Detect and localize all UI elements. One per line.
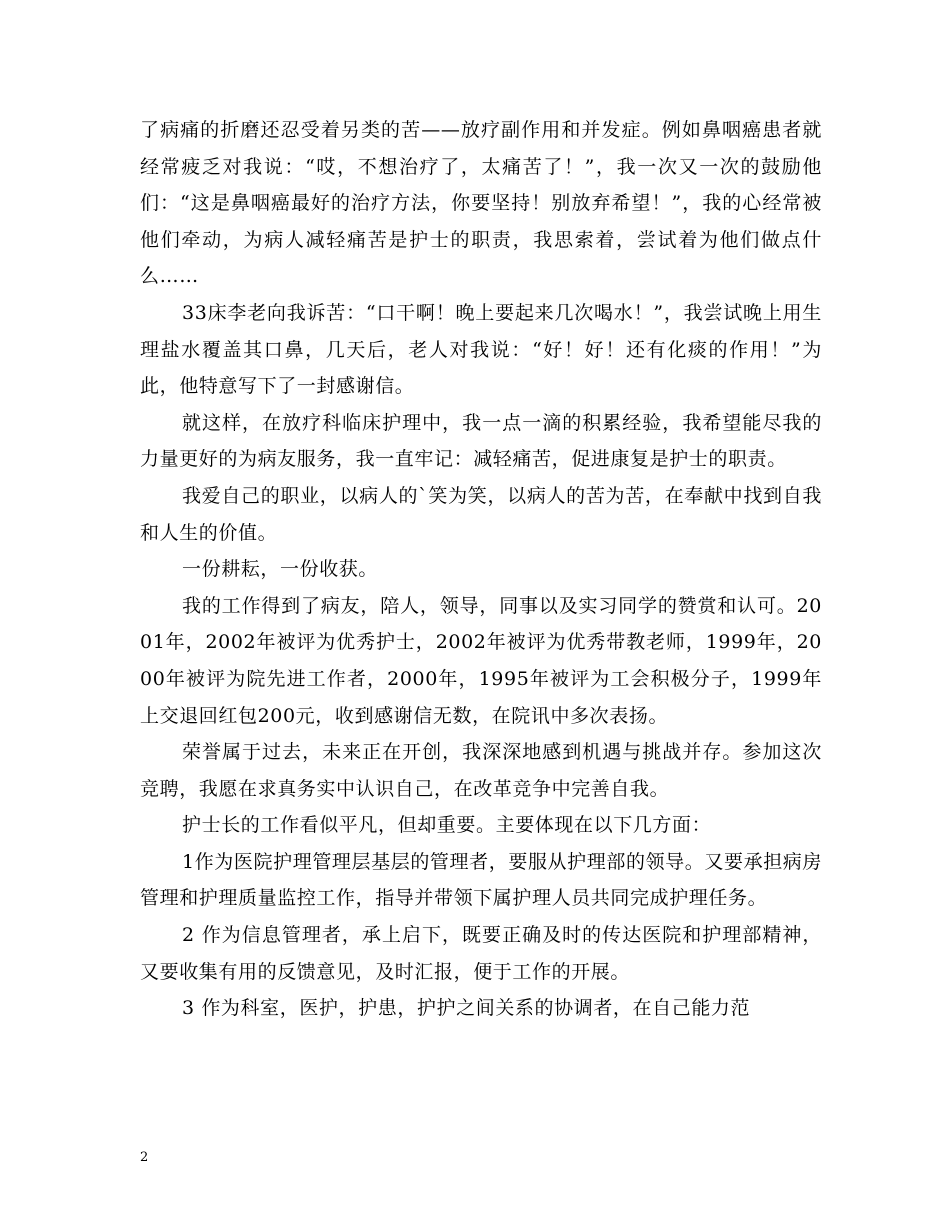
paragraph-9: 1作为医院护理管理层基层的管理者，要服从护理部的领导。又要承担病房管理和护理质量监控工作，指导并带领下属护理人员共同完成护理任务。 (140, 850, 822, 910)
paragraph-10: 2 作为信息管理者，承上启下，既要正确及时的传达医院和护理部精神，又要收集有用的反馈意见，及时汇报，便于工作的开展。 (140, 924, 822, 983)
body-text (140, 112, 822, 1027)
paragraph-5: 一份耕耘，一份收获。 (182, 558, 379, 581)
paragraph-4: 我爱自己的职业，以病人的`笑为笑，以病人的苦为苦，在奉献中找到自我和人生的价值。 (140, 484, 822, 544)
paragraph-3: 就这样，在放疗科临床护理中，我一点一滴的积累经验，我希望能尽我的力量更好的为病友服务，我一直牢记：减轻痛苦，促进康复是护士的职责。 (140, 411, 822, 471)
paragraph-7: 荣誉属于过去，未来正在开创，我深深地感到机遇与挑战并存。参加这次竞聘，我愿在求真务实中认识自己，在改革竞争中完善自我。 (140, 741, 822, 800)
paragraph-2: 33床李老向我诉苦：“口干啊！晚上要起来几次喝水！”，我尝试晚上用生理盐水覆盖其口鼻，几天后，老人对我说：“好！好！还有化痰的作用！”为此，他特意写下了一封感谢信。 (140, 301, 822, 398)
paragraph-8: 护士长的工作看似平凡，但却重要。主要体现在以下几方面： (182, 814, 712, 837)
paragraph-6: 我的工作得到了病友，陪人，领导，同事以及实习同学的赞赏和认可。2001年，2002年被评为优秀护士，2002年被评为优秀带教老师，1999年，2000年被评为院先进工作者，2000年，1995年被评为工会积极分子，1999年上交退回红包200元，收到感谢信无数，在院讯中多次表扬。 (140, 594, 822, 727)
paragraph-1: 了病痛的折磨还忍受着另类的苦——放疗副作用和并发症。例如鼻咽癌患者就经常疲乏对我说：“哎，不想治疗了，太痛苦了！”，我一次又一次的鼓励他们：“这是鼻咽癌最好的治疗方法，你要坚持！别放弃希望！”，我的心经常被他们牵动，为病人减轻痛苦是护士的职责，我思索着，尝试着为他们做点什么…… (140, 119, 822, 288)
page-number: 2 (140, 1150, 149, 1165)
paragraph-11: 3 作为科室，医护，护患，护护之间关系的协调者，在自己能力范 (182, 997, 751, 1020)
